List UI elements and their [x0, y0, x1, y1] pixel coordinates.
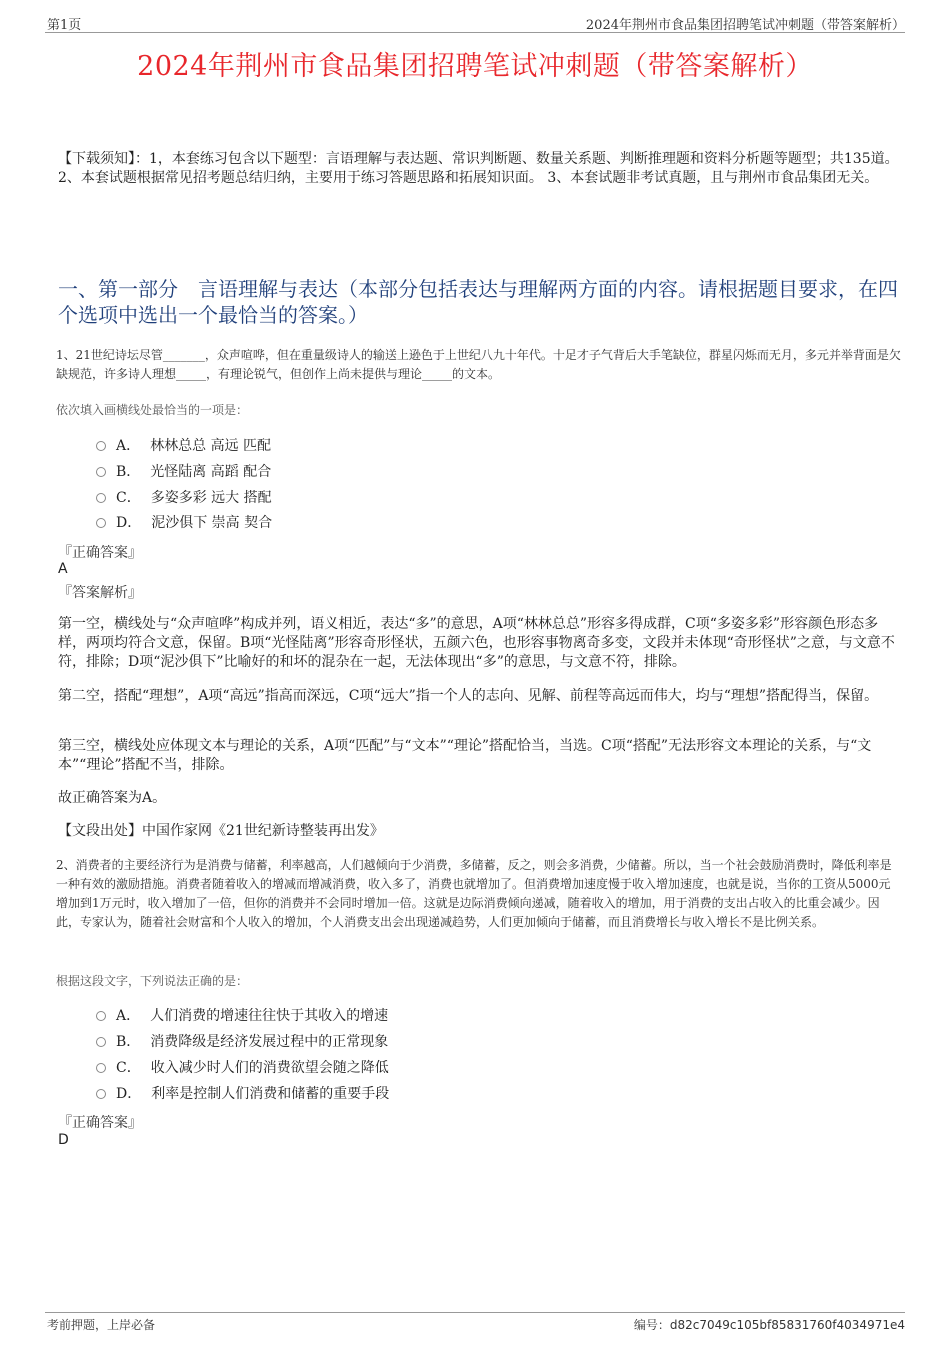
q2-answer: D [58, 1132, 69, 1148]
section-heading: 一、第一部分 言语理解与表达（本部分包括表达与理解两方面的内容。请根据题目要求，在四个选项中选出一个最恰当的答案。） [58, 277, 898, 327]
option-text: 收入减少时人们的消费欲望会随之降低 [150, 1060, 389, 1076]
radio-icon[interactable] [96, 1089, 106, 1099]
option-letter: A． [116, 1008, 141, 1024]
q2-option-d[interactable] [96, 1083, 389, 1105]
option-letter: A． [116, 438, 141, 454]
q2-option-b[interactable] [96, 1031, 388, 1053]
q1-source: 【文段出处】中国作家网《21世纪新诗整装再出发》 [58, 823, 384, 839]
radio-icon[interactable] [96, 467, 106, 477]
option-letter: D． [116, 515, 142, 531]
q2-option-a[interactable] [96, 1005, 388, 1027]
header-page-number: 第1页 [47, 18, 82, 33]
q1-option-a[interactable] [96, 435, 271, 457]
option-text: 多姿多彩 远大 搭配 [150, 490, 272, 506]
footer-code-value: d82c7049c105bf85831760f4034971e4 [669, 1318, 905, 1332]
q1-answer: A [58, 561, 68, 577]
page-title: 2024年荆州市食品集团招聘笔试冲刺题（带答案解析） [137, 51, 813, 82]
radio-icon[interactable] [96, 493, 106, 503]
q2-option-c[interactable] [96, 1057, 389, 1079]
option-text: 人们消费的增速往往快于其收入的增速 [150, 1008, 389, 1024]
footer-code [634, 1316, 905, 1333]
radio-icon[interactable] [96, 1011, 106, 1021]
q1-analysis-paragraph: 第二空，搭配“理想”，A项“高远”指高而深远，C项“远大”指一个人的志向、见解、前程等高远而伟大，均与“理想”搭配得当，保留。 [58, 688, 879, 704]
option-text: 泥沙俱下 崇高 契合 [151, 515, 273, 531]
q2-answer-label: 『正确答案』 [58, 1115, 142, 1131]
option-letter: C． [116, 1060, 141, 1076]
header-divider [45, 32, 905, 33]
footer-code-label: 编号： [633, 1318, 670, 1332]
q1-prompt: 依次填入画横线处最恰当的一项是： [56, 403, 249, 417]
radio-icon[interactable] [96, 1063, 106, 1073]
option-letter: D． [116, 1086, 142, 1102]
option-letter: C． [116, 490, 141, 506]
option-text: 林林总总 高远 匹配 [150, 438, 272, 454]
header-doc-title: 2024年荆州市食品集团招聘笔试冲刺题（带答案解析） [585, 18, 905, 33]
option-letter: B． [116, 464, 141, 480]
q1-stem: 1、21世纪诗坛尽管_______，众声喧哗，但在重量级诗人的输送上逊色于上世纪八九十年代。十足才子气背后大手笔缺位，群星闪烁而无月，多元并举背面是欠缺规范，许多诗人理想_____，有理论锐气，但创作上尚未提供与理论_____的文本。 [56, 348, 901, 381]
q1-analysis-label: 『答案解析』 [58, 585, 142, 601]
download-notice: 【下载须知】：1，本套练习包含以下题型：言语理解与表达题、常识判断题、数量关系题、判断推理题和资料分析题等题型；共135道。 2、本套试题根据常见招考题总结归纳，主要用于练习答题思路和拓展知识面。 3、本套试题非考试真题，且与荆州市食品集团无关。 [58, 151, 899, 186]
footer-slogan: 考前押题，上岸必备 [47, 1318, 156, 1332]
radio-icon[interactable] [96, 1037, 106, 1047]
option-letter: B． [116, 1034, 141, 1050]
radio-icon[interactable] [96, 441, 106, 451]
footer-divider [45, 1312, 905, 1313]
radio-icon[interactable] [96, 518, 106, 528]
q1-option-c[interactable] [96, 487, 272, 509]
q2-prompt: 根据这段文字，下列说法正确的是： [56, 974, 249, 988]
option-text: 光怪陆离 高蹈 配合 [150, 464, 272, 480]
q2-stem: 2、消费者的主要经济行为是消费与储蓄，利率越高，人们越倾向于少消费，多储蓄，反之，则会多消费，少储蓄。所以，当一个社会鼓励消费时，降低利率是一种有效的激励措施。消费者随着收入的增减而增减消费，收入多了，消费也就增加了。但消费增加速度慢于收入增加速度，也就是说，当你的工资从5000元增加到1万元时，收入增加了一倍，但你的消费并不会同时增加一倍。这就是边际消费倾向递减，随着收入的增加，用于消费的支出占收入的比重会减少。因此，专家认为，随着社会财富和个人收入的增加，个人消费支出会出现递减趋势，人们更加倾向于储蓄，而且消费增长与收入增长不是比例关系。 [56, 858, 892, 929]
q1-analysis-paragraph: 第三空，横线处应体现文本与理论的关系，A项“匹配”与“文本”“理论”搭配恰当，当选。C项“搭配”无法形容文本理论的关系，与“文本”“理论”搭配不当，排除。 [58, 738, 872, 773]
option-text: 利率是控制人们消费和储蓄的重要手段 [151, 1086, 390, 1102]
option-text: 消费降级是经济发展过程中的正常现象 [150, 1034, 389, 1050]
q1-analysis-conclusion: 故正确答案为A。 [58, 790, 167, 806]
q1-option-d[interactable] [96, 512, 272, 534]
q1-answer-label: 『正确答案』 [58, 545, 142, 561]
q1-option-b[interactable] [96, 461, 271, 483]
q1-analysis-paragraph: 第一空，横线处与“众声喧哗”构成并列，语义相近，表达“多”的意思，A项“林林总总”形容多得成群，C项“多姿多彩”形容颜色形态多样，两项均符合文意，保留。B项“光怪陆离”形容奇形怪状，五颜六色，也形容事物离奇多变，文段并未体现“奇形怪状”之意，与文意不符，排除；D项“泥沙俱下”比喻好的和坏的混杂在一起，无法体现出“多”的意思，与文意不符，排除。 [58, 616, 895, 670]
